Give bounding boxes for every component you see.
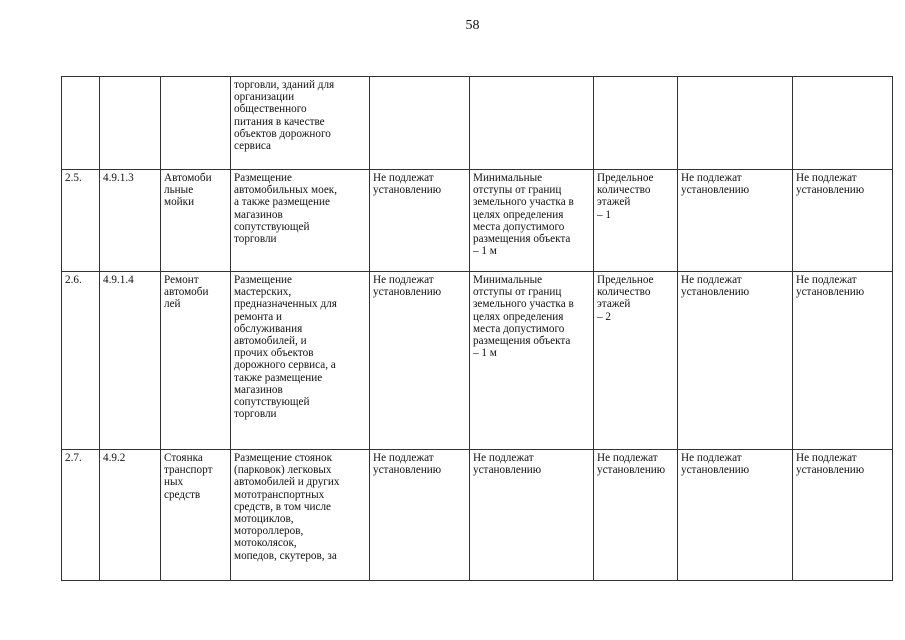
table-cell: Не подлежат установлению [370,272,470,450]
table-cell: Не подлежат установлению [793,450,893,581]
table-cell [594,77,678,170]
page-number: 58 [465,18,480,33]
table-cell: 4.9.1.4 [100,272,161,450]
table-row [62,272,893,450]
table-cell: Размещение мастерских, предназначенных для ремонта и обслуживания автомобилей, и прочих объектов дорожного сервиса, а также размещение магазинов сопутствующей торговли [231,272,370,450]
table-cell: 2.6. [62,272,100,450]
table-row [62,450,893,581]
table-cell: Не подлежат установлению [470,450,594,581]
table-cell: Автомоби льные мойки [161,170,231,272]
table-cell: Минимальные отступы от границ земельного участка в целях определения места допустимого размещения объекта – 1 м [470,272,594,450]
table-cell: Не подлежат установлению [678,272,793,450]
table-cell: Минимальные отступы от границ земельного участка в целях определения места допустимого размещения объекта – 1 м [470,170,594,272]
table-cell: Предельное количество этажей – 1 [594,170,678,272]
table-cell [678,77,793,170]
table-cell: 2.5. [62,170,100,272]
table-cell: Стоянка транспорт ных средств [161,450,231,581]
table-cell: 4.9.2 [100,450,161,581]
table-cell: торговли, зданий для организации общественного питания в качестве объектов дорожного сервиса [231,77,370,170]
table-row [62,170,893,272]
table-cell [161,77,231,170]
table-cell: Не подлежат установлению [594,450,678,581]
table-cell: 2.7. [62,450,100,581]
table-cell [100,77,161,170]
table-cell [470,77,594,170]
table-cell: Размещение стоянок (парковок) легковых автомобилей и других мототранспортных средств, в том числе мотоциклов, мотороллеров, мотоколясок, мопедов, скутеров, за [231,450,370,581]
table-cell [62,77,100,170]
table-cell: Не подлежат установлению [678,170,793,272]
table-cell: Ремонт автомоби лей [161,272,231,450]
table-cell: Не подлежат установлению [793,170,893,272]
table-cell [793,77,893,170]
table-cell: Не подлежат установлению [793,272,893,450]
zoning-table [61,76,893,581]
table-row [62,77,893,170]
table-cell: Предельное количество этажей – 2 [594,272,678,450]
table-cell: Не подлежат установлению [370,450,470,581]
table-cell [370,77,470,170]
table-cell: Размещение автомобильных моек, а также размещение магазинов сопутствующей торговли [231,170,370,272]
table-cell: Не подлежат установлению [678,450,793,581]
table-cell: Не подлежат установлению [370,170,470,272]
table-cell: 4.9.1.3 [100,170,161,272]
